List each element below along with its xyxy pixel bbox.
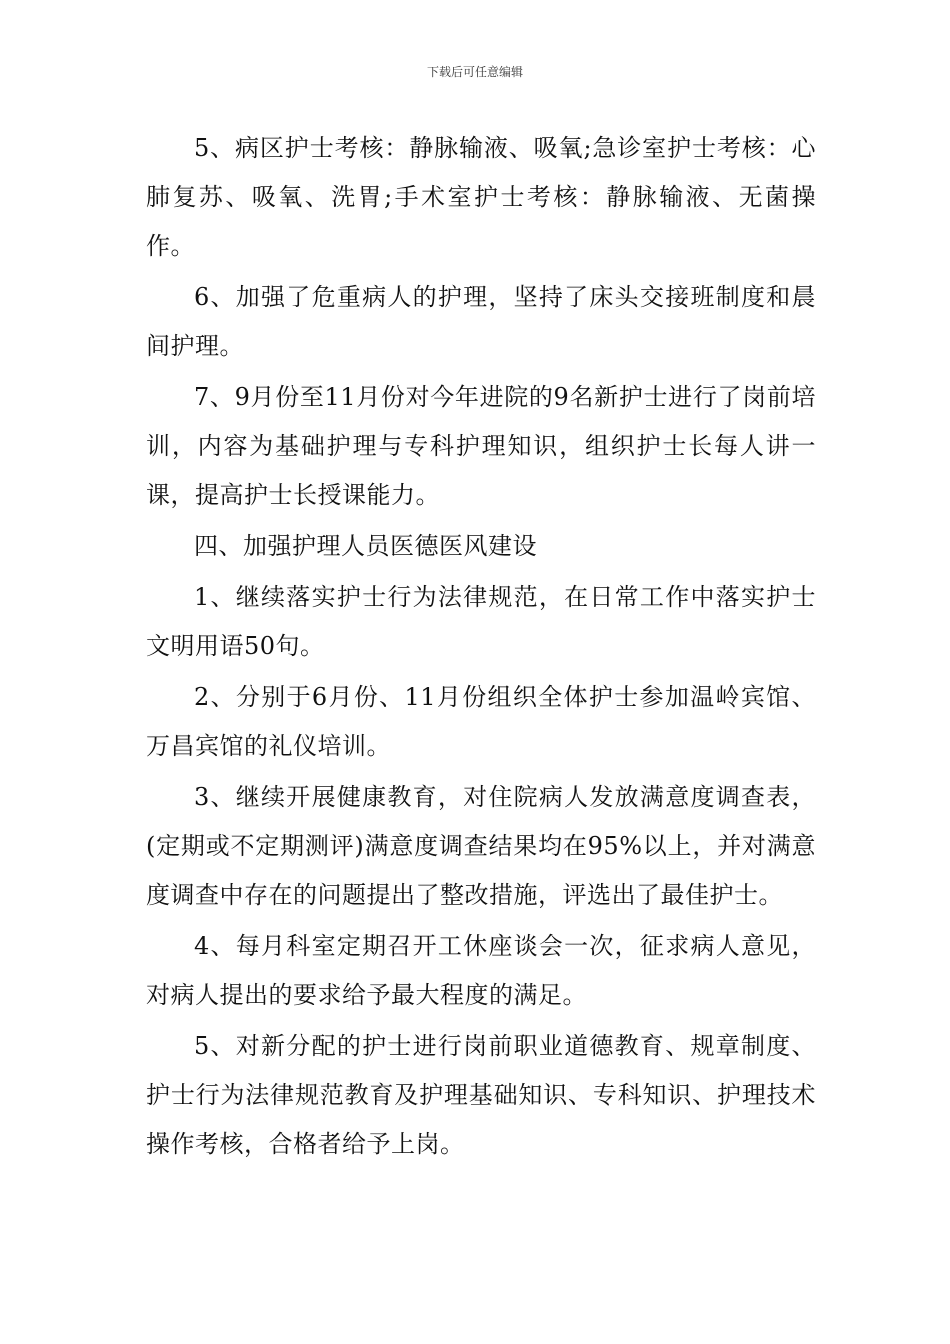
paragraph-health-education: 3、继续开展健康教育，对住院病人发放满意度调查表，(定期或不定期测评)满意度调查结果均在95%以上，并对满意度调查中存在的问题提出了整改措施，评选出了最佳护士。 xyxy=(146,783,816,909)
section-heading-ethics: 四、加强护理人员医德医风建设 xyxy=(194,532,537,560)
paragraph-patient-forum: 4、每月科室定期召开工休座谈会一次，征求病人意见，对病人提出的要求给予最大程度的满足。 xyxy=(146,932,816,1009)
paragraph-critical-care: 6、加强了危重病人的护理，坚持了床头交接班制度和晨间护理。 xyxy=(146,283,816,360)
paragraph-exam-items: 5、病区护士考核：静脉输液、吸氧;急诊室护士考核：心肺复苏、吸氧、洗胃;手术室护士考核：静脉输液、无菌操作。 xyxy=(146,134,816,260)
document-body xyxy=(146,124,816,1171)
paragraph-new-nurse-training: 7、9月份至11月份对今年进院的9名新护士进行了岗前培训，内容为基础护理与专科护理知识，组织护士长每人讲一课，提高护士长授课能力。 xyxy=(146,383,816,509)
paragraph-etiquette-training: 2、分别于6月份、11月份组织全体护士参加温岭宾馆、万昌宾馆的礼仪培训。 xyxy=(146,683,816,760)
paragraph-pre-job-education: 5、对新分配的护士进行岗前职业道德教育、规章制度、护士行为法律规范教育及护理基础知识、专科知识、护理技术操作考核，合格者给予上岗。 xyxy=(146,1032,816,1158)
paragraph-code-of-conduct: 1、继续落实护士行为法律规范，在日常工作中落实护士文明用语50句。 xyxy=(146,583,816,660)
page-header: 下载后可任意编辑 xyxy=(426,65,523,79)
